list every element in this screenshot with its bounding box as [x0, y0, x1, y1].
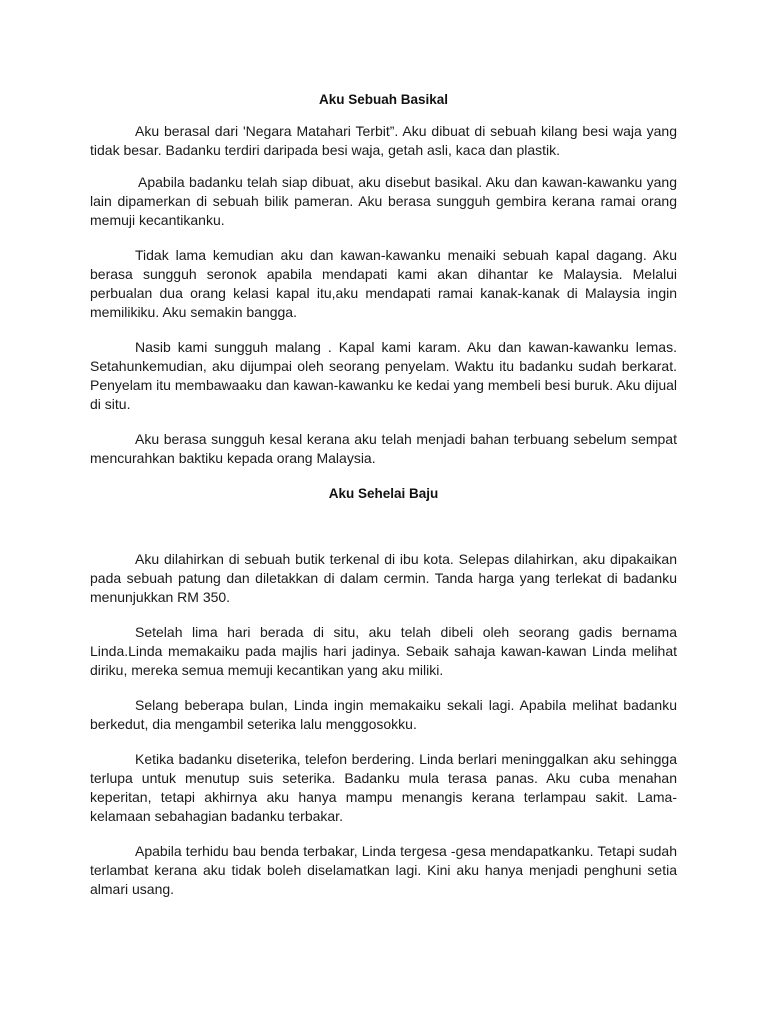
story1-paragraph-1: Aku berasal dari 'Negara Matahari Terbit”. Aku dibuat di sebuah kilang besi waja yang tidak besar. Badanku terdiri daripada besi waja, getah asli, kaca dan plastik.	[90, 123, 677, 158]
document-content	[90, 90, 677, 915]
story2-paragraph-4: Ketika badanku diseterika, telefon berdering. Linda berlari meninggalkan aku sehingga terlupa untuk menutup suis seterika. Badanku mula terasa panas. Aku cuba menahan keperitan, tetapi akhirnya aku hanya mampu menangis kerana terlampau sakit. Lama-kelamaan sebahagian badanku terbakar.	[90, 751, 677, 824]
story2-paragraph-1: Aku dilahirkan di sebuah butik terkenal di ibu kota. Selepas dilahirkan, aku dipakaikan pada sebuah patung dan diletakkan di dalam cermin. Tanda harga yang terlekat di badanku menunjukkan RM 350.	[90, 551, 677, 605]
story1-title: Aku Sebuah Basikal	[318, 92, 449, 107]
story2-paragraph-2: Setelah lima hari berada di situ, aku telah dibeli oleh seorang gadis bernama Linda.Linda memakaiku pada majlis hari jadinya. Sebaik sahaja kawan-kawan Linda melihat diriku, mereka semua memuji kecantikan yang aku miliki.	[90, 624, 677, 678]
story2-title: Aku Sehelai Baju	[328, 486, 439, 501]
story1-paragraph-3: Tidak lama kemudian aku dan kawan-kawanku menaiki sebuah kapal dagang. Aku berasa sungguh seronok apabila mendapati kami akan dihantar ke Malaysia. Melalui perbualan dua orang kelasi kapal itu,aku mendapati ramai kanak-kanak di Malaysia ingin memilikiku. Aku semakin bangga.	[90, 247, 677, 320]
story1-paragraph-2: Apabila badanku telah siap dibuat, aku disebut basikal. Aku dan kawan-kawanku yang lain dipamerkan di sebuah bilik pameran. Aku berasa sungguh gembira kerana ramai orang memuji kecantikanku.	[90, 174, 677, 228]
story1-paragraph-4: Nasib kami sungguh malang . Kapal kami karam. Aku dan kawan-kawanku lemas. Setahunkemudian, aku dijumpai oleh seorang penyelam. Waktu itu badanku sudah berkarat. Penyelam itu membawaaku dan kawan-kawanku ke kedai yang membeli besi buruk. Aku dijual di situ.	[90, 339, 677, 412]
story2-paragraph-3: Selang beberapa bulan, Linda ingin memakaiku sekali lagi. Apabila melihat badanku berkedut, dia mengambil seterika lalu menggosokku.	[90, 697, 677, 732]
story2-paragraph-5: Apabila terhidu bau benda terbakar, Linda tergesa -gesa mendapatkanku. Tetapi sudah terlambat kerana aku tidak boleh diselamatkan lagi. Kini aku hanya menjadi penghuni setia almari usang.	[90, 843, 677, 897]
story1-paragraph-5: Aku berasa sungguh kesal kerana aku telah menjadi bahan terbuang sebelum sempat mencurahkan baktiku kepada orang Malaysia.	[90, 431, 677, 466]
